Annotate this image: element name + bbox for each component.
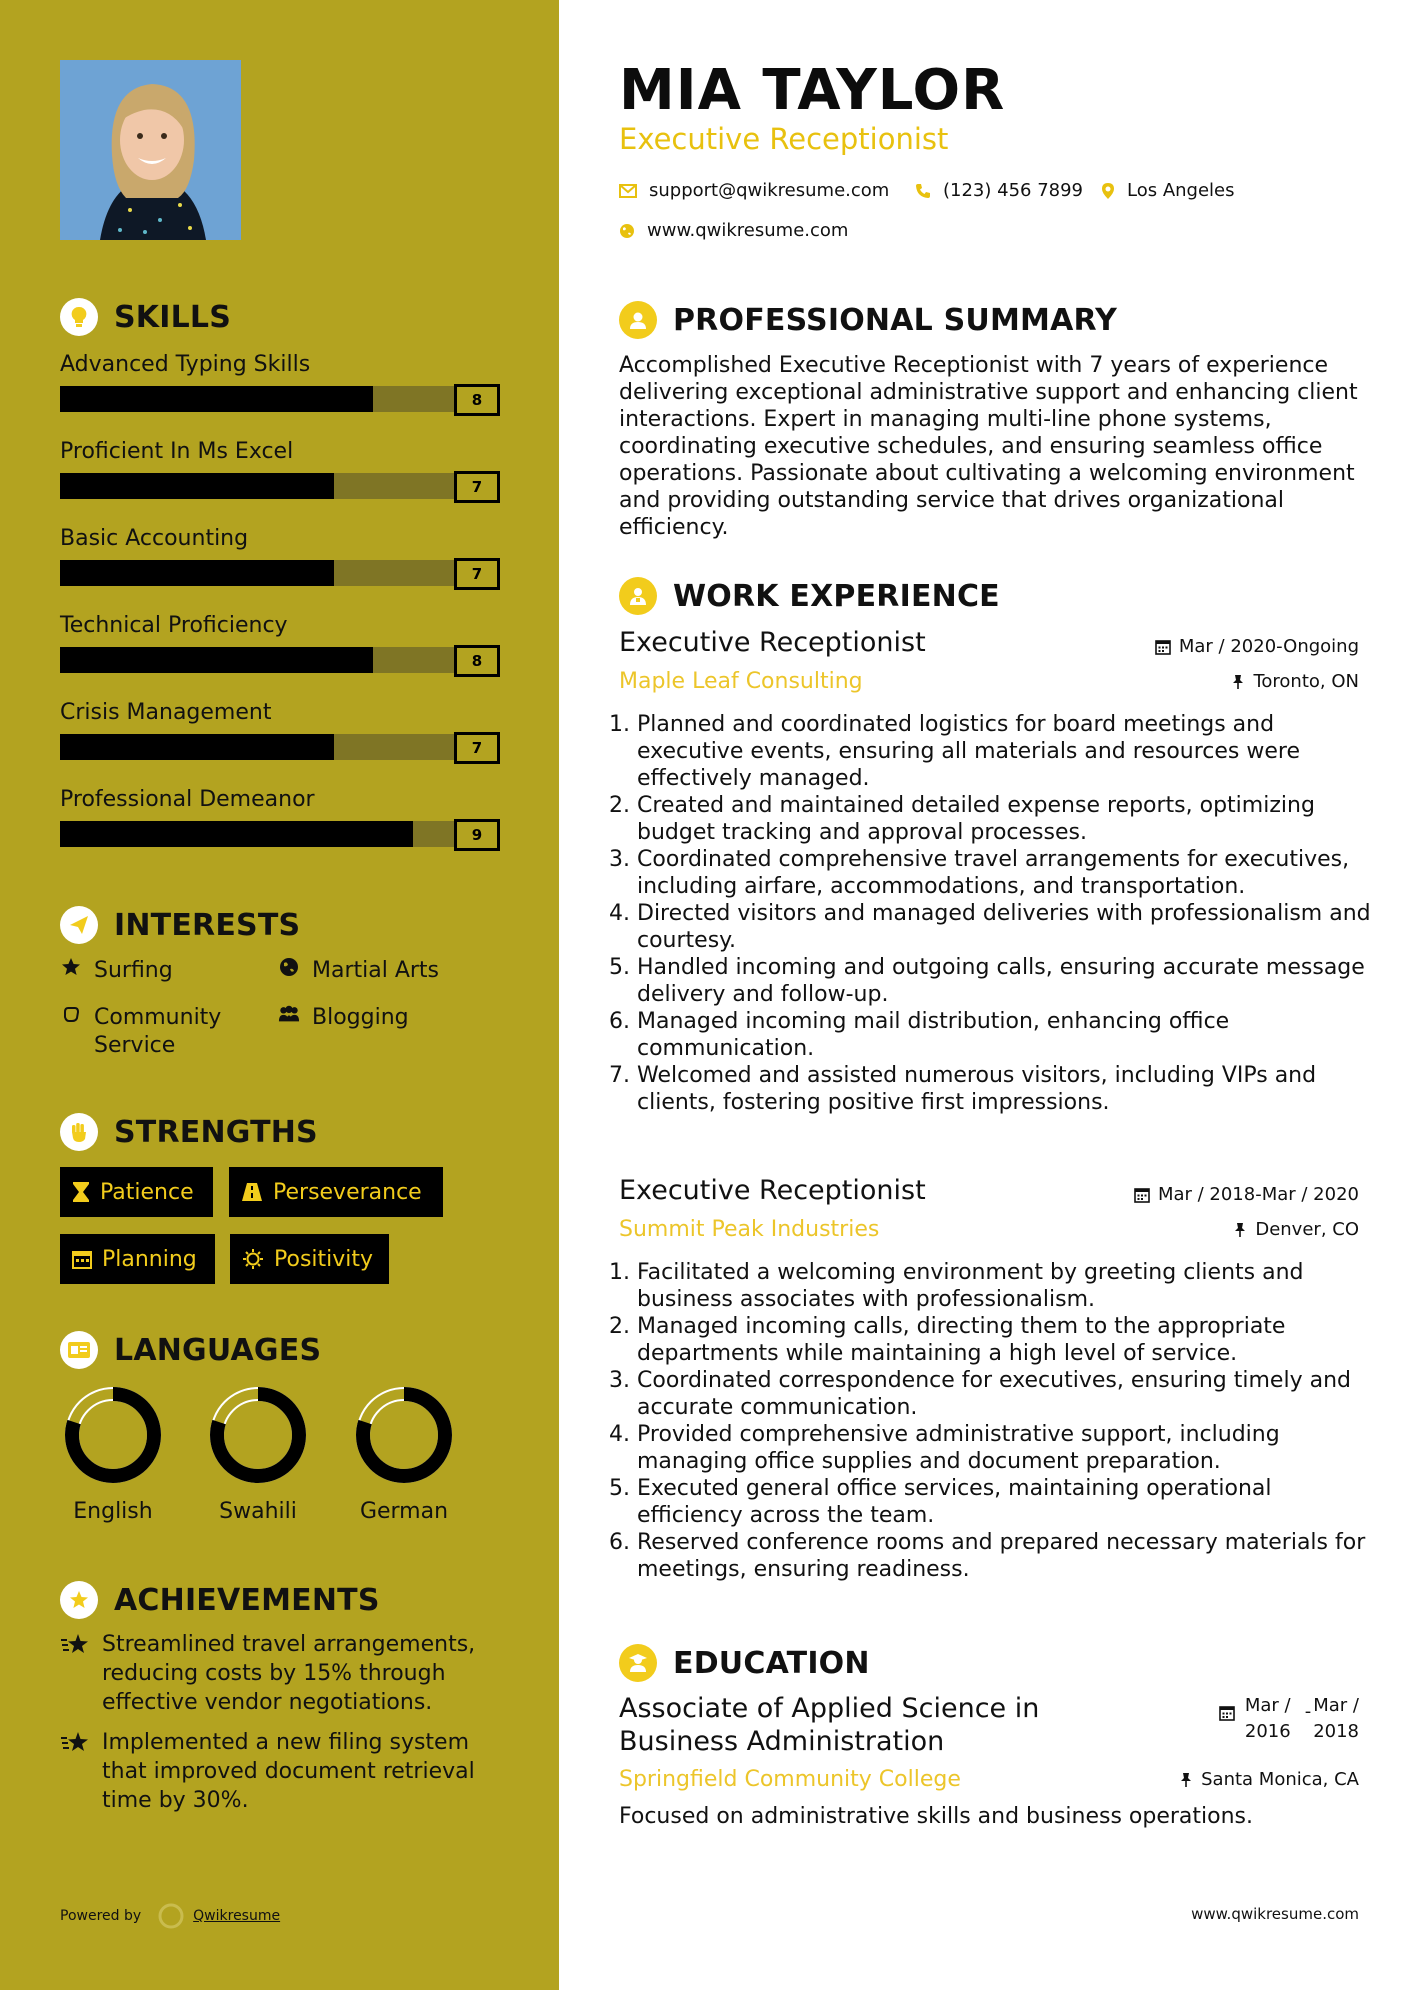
star-icon bbox=[60, 957, 82, 977]
strengths-title: STRENGTHS bbox=[114, 1114, 318, 1150]
skill-bar bbox=[60, 473, 500, 499]
job-bullets bbox=[619, 711, 1377, 1116]
languages-heading bbox=[60, 1331, 321, 1369]
strength-tag bbox=[229, 1167, 443, 1217]
candidate-role: Executive Receptionist bbox=[619, 122, 949, 156]
sidebar bbox=[0, 0, 559, 1990]
paper-plane-icon bbox=[60, 906, 98, 944]
interest-item bbox=[60, 1004, 221, 1060]
interest-item bbox=[278, 1004, 409, 1032]
job-bullet: 7. Welcomed and assisted numerous visitors, including VIPs and clients, fostering positive first impressions. bbox=[637, 1062, 1377, 1116]
profile-photo bbox=[60, 60, 241, 240]
powered-by-label: Powered by bbox=[60, 1908, 142, 1924]
job-company: Summit Peak Industries bbox=[619, 1217, 880, 1242]
calendar-icon bbox=[1155, 639, 1171, 655]
skills-title: SKILLS bbox=[114, 299, 232, 335]
skill-fill bbox=[60, 560, 334, 586]
education-description: Focused on administrative skills and business operations. bbox=[619, 1804, 1254, 1829]
skill-item bbox=[60, 700, 500, 760]
skill-label: Professional Demeanor bbox=[60, 787, 315, 812]
job-bullet: 2. Managed incoming calls, directing them to the appropriate departments while maintaining a high level of service. bbox=[637, 1313, 1377, 1367]
language-item bbox=[208, 1385, 308, 1524]
job-dates bbox=[1155, 636, 1359, 657]
briefcase-icon bbox=[619, 577, 657, 615]
interest-label-line1: Community bbox=[94, 1005, 222, 1030]
education-school: Springfield Community College bbox=[619, 1767, 961, 1792]
road-icon bbox=[241, 1182, 263, 1202]
envelope-icon bbox=[619, 184, 637, 198]
education-location bbox=[1179, 1769, 1359, 1790]
skill-item bbox=[60, 787, 500, 847]
job-bullet: 1. Planned and coordinated logistics for board meetings and executive events, ensuring all materials and resources were effectively managed. bbox=[637, 711, 1377, 792]
users-icon bbox=[278, 1004, 300, 1024]
strengths-heading bbox=[60, 1113, 318, 1151]
interest-item bbox=[278, 957, 439, 985]
skill-label: Advanced Typing Skills bbox=[60, 352, 311, 377]
skill-item bbox=[60, 526, 500, 586]
language-label: Swahili bbox=[219, 1499, 297, 1524]
language-label: German bbox=[359, 1499, 449, 1524]
achievement-item bbox=[60, 1728, 500, 1815]
footer-url[interactable]: www.qwikresume.com bbox=[1191, 1905, 1359, 1923]
pushpin-icon bbox=[1233, 1222, 1247, 1238]
job-bullet: 3. Coordinated comprehensive travel arrangements for executives, including airfare, accommodations, and transportation. bbox=[637, 846, 1377, 900]
education-end-month: Mar / bbox=[1313, 1695, 1359, 1716]
interest-label bbox=[94, 1004, 221, 1060]
experience-heading bbox=[619, 577, 1000, 615]
phone-text: (123) 456 7899 bbox=[943, 180, 1084, 201]
languages-title: LANGUAGES bbox=[114, 1332, 322, 1368]
education-end bbox=[1313, 1693, 1359, 1745]
job-location bbox=[1233, 1219, 1359, 1240]
pushpin-icon bbox=[1179, 1772, 1193, 1788]
location-text: Los Angeles bbox=[1127, 180, 1235, 201]
job-bullet: 1. Facilitated a welcoming environment by greeting clients and business associates with professionalism. bbox=[637, 1259, 1377, 1313]
star-burst-icon bbox=[60, 1632, 90, 1666]
globe-icon bbox=[278, 957, 300, 977]
sun-icon bbox=[242, 1248, 264, 1270]
strength-tag bbox=[230, 1234, 389, 1284]
skill-fill bbox=[60, 734, 334, 760]
job-bullet: 3. Coordinated correspondence for executives, ensuring timely and accurate communication. bbox=[637, 1367, 1377, 1421]
calendar-icon bbox=[1219, 1705, 1235, 1721]
user-icon bbox=[619, 301, 657, 339]
skill-label: Proficient In Ms Excel bbox=[60, 439, 294, 464]
interests-title: INTERESTS bbox=[114, 907, 301, 943]
degree-line1: Associate of Applied Science in bbox=[619, 1693, 1040, 1724]
job-bullet: 5. Executed general office services, maintaining operational efficiency across the team. bbox=[637, 1475, 1377, 1529]
language-ring bbox=[354, 1385, 454, 1485]
job-bullet: 4. Provided comprehensive administrative support, including managing office supplies and document preparation. bbox=[637, 1421, 1377, 1475]
skill-level: 7 bbox=[454, 558, 500, 590]
summary-text: Accomplished Executive Receptionist with 7 years of experience delivering exceptional administrative support and enhancing client interactions. Expert in managing multi-line phone systems, coordinating executive schedules, and ensuring seamless office operations. Passionate about cultivating a welcoming environment and providing outstanding service that drives organizational efficiency. bbox=[619, 353, 1358, 540]
education-title: EDUCATION bbox=[673, 1645, 870, 1681]
calendar-icon bbox=[72, 1249, 92, 1269]
job-dates bbox=[1134, 1184, 1359, 1205]
strength-tag bbox=[60, 1234, 215, 1284]
strength-label: Planning bbox=[102, 1246, 197, 1272]
skill-item bbox=[60, 613, 500, 673]
skills-heading bbox=[60, 298, 231, 336]
degree-title bbox=[619, 1692, 1039, 1758]
skill-level: 8 bbox=[454, 384, 500, 416]
skill-fill bbox=[60, 473, 334, 499]
achievement-text: Streamlined travel arrangements, reducing costs by 15% through effective vendor negotiations. bbox=[102, 1632, 476, 1715]
skill-item bbox=[60, 352, 500, 412]
skill-level: 8 bbox=[454, 645, 500, 677]
map-pin-icon bbox=[1101, 182, 1115, 200]
candidate-name: MIA TAYLOR bbox=[619, 58, 1006, 123]
strength-label: Perseverance bbox=[273, 1179, 422, 1205]
interests-heading bbox=[60, 906, 300, 944]
job-company: Maple Leaf Consulting bbox=[619, 669, 863, 694]
skill-level: 7 bbox=[454, 471, 500, 503]
skill-bar bbox=[60, 734, 500, 760]
language-icon bbox=[60, 1331, 98, 1369]
lightbulb-icon bbox=[60, 298, 98, 336]
achievements-title: ACHIEVEMENTS bbox=[114, 1582, 380, 1618]
graduation-icon bbox=[619, 1644, 657, 1682]
language-ring bbox=[63, 1385, 163, 1485]
summary-heading bbox=[619, 301, 1117, 339]
job-dates-text: Mar / 2018-Mar / 2020 bbox=[1157, 1184, 1359, 1205]
education-dates bbox=[1219, 1693, 1359, 1745]
skill-fill bbox=[60, 386, 373, 412]
job-location-text: Denver, CO bbox=[1255, 1219, 1359, 1240]
skill-level: 7 bbox=[454, 732, 500, 764]
skill-bar bbox=[60, 647, 500, 673]
main-content bbox=[619, 0, 1371, 1990]
language-label: English bbox=[73, 1499, 153, 1524]
education-start bbox=[1245, 1693, 1291, 1745]
job-bullet: 2. Created and maintained detailed expense reports, optimizing budget tracking and approval processes. bbox=[637, 792, 1377, 846]
education-heading bbox=[619, 1644, 870, 1682]
skill-bar bbox=[60, 560, 500, 586]
pushpin-icon bbox=[1231, 674, 1245, 690]
job-bullet: 6. Reserved conference rooms and prepared necessary materials for meetings, ensuring readiness. bbox=[637, 1529, 1377, 1583]
language-ring bbox=[208, 1385, 308, 1485]
qwikresume-logo-icon bbox=[157, 1902, 185, 1930]
job-title: Executive Receptionist bbox=[619, 627, 926, 658]
hand-icon bbox=[60, 1004, 82, 1024]
phone-icon bbox=[915, 183, 931, 199]
skill-level: 9 bbox=[454, 819, 500, 851]
education-start-month: Mar / bbox=[1244, 1695, 1291, 1716]
experience-title: WORK EXPERIENCE bbox=[673, 578, 1000, 614]
job-location-text: Toronto, ON bbox=[1253, 671, 1359, 692]
interest-label-line2: Service bbox=[94, 1033, 176, 1058]
job-bullets bbox=[619, 1259, 1377, 1583]
qwikresume-link[interactable]: Qwikresume bbox=[193, 1908, 281, 1924]
strength-tag bbox=[60, 1167, 213, 1217]
trophy-icon bbox=[60, 1581, 98, 1619]
interest-label: Surfing bbox=[94, 958, 173, 983]
hourglass-icon bbox=[72, 1181, 90, 1203]
email-text: support@qwikresume.com bbox=[649, 180, 890, 201]
language-item bbox=[354, 1385, 454, 1524]
skill-label: Basic Accounting bbox=[60, 526, 249, 551]
skill-fill bbox=[60, 821, 413, 847]
job-title: Executive Receptionist bbox=[619, 1175, 926, 1206]
contact-email[interactable] bbox=[619, 180, 889, 201]
contact-phone[interactable] bbox=[915, 180, 1083, 201]
skill-bar bbox=[60, 821, 500, 847]
education-end-year: 2018 bbox=[1313, 1721, 1359, 1742]
contact-location bbox=[1101, 180, 1235, 201]
website-text: www.qwikresume.com bbox=[647, 220, 849, 241]
achievement-item bbox=[60, 1630, 500, 1717]
interest-label: Blogging bbox=[312, 1005, 409, 1030]
fist-icon bbox=[60, 1113, 98, 1151]
education-location-text: Santa Monica, CA bbox=[1201, 1769, 1359, 1790]
job-bullet: 4. Directed visitors and managed deliveries with professionalism and courtesy. bbox=[637, 900, 1377, 954]
interest-item bbox=[60, 957, 173, 985]
job-bullet: 5. Handled incoming and outgoing calls, ensuring accurate message delivery and follow-up. bbox=[637, 954, 1377, 1008]
strength-label: Positivity bbox=[274, 1246, 374, 1272]
job-dates-text: Mar / 2020-Ongoing bbox=[1178, 636, 1359, 657]
degree-line2: Business Administration bbox=[619, 1726, 945, 1757]
calendar-icon bbox=[1134, 1187, 1150, 1203]
summary-title: PROFESSIONAL SUMMARY bbox=[673, 302, 1118, 338]
education-start-year: 2016 bbox=[1244, 1721, 1291, 1742]
skill-fill bbox=[60, 647, 373, 673]
skill-label: Crisis Management bbox=[60, 700, 272, 725]
job-location bbox=[1231, 671, 1359, 692]
skill-bar bbox=[60, 386, 500, 412]
globe-icon bbox=[619, 223, 635, 239]
achievement-text: Implemented a new filing system that improved document retrieval time by 30%. bbox=[102, 1730, 475, 1813]
contact-website[interactable] bbox=[619, 220, 848, 241]
interest-label: Martial Arts bbox=[312, 958, 440, 983]
powered-by bbox=[60, 1902, 280, 1930]
star-burst-icon bbox=[60, 1730, 90, 1764]
skill-item bbox=[60, 439, 500, 499]
language-item bbox=[63, 1385, 163, 1524]
job-bullet: 6. Managed incoming mail distribution, enhancing office communication. bbox=[637, 1008, 1377, 1062]
education-date-separator: - bbox=[1304, 1701, 1312, 1722]
skill-label: Technical Proficiency bbox=[60, 613, 288, 638]
strength-label: Patience bbox=[100, 1179, 194, 1205]
achievements-heading bbox=[60, 1581, 380, 1619]
